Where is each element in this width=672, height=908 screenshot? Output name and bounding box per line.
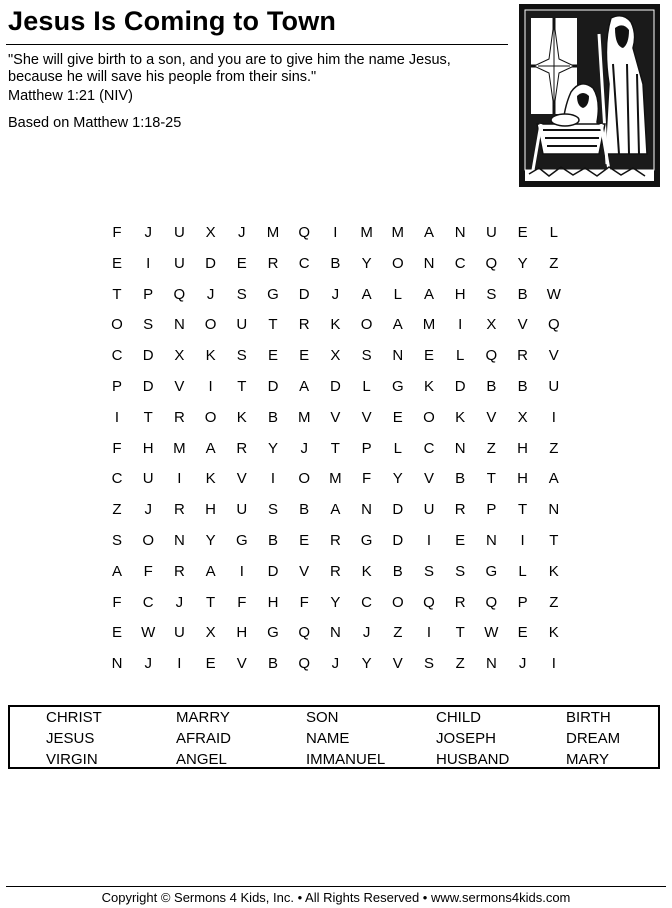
grid-letter: I (270, 470, 276, 488)
grid-letter: L (456, 347, 465, 365)
grid-letter: M (422, 316, 436, 334)
grid-letter: O (204, 408, 217, 426)
grid-letter: T (206, 593, 216, 611)
grid-letter: S (236, 285, 247, 303)
word-list-item: BIRTH (566, 709, 611, 726)
grid-letter: J (144, 501, 152, 519)
grid-letter: O (360, 316, 373, 334)
grid-letter: V (392, 655, 403, 673)
grid-letter: O (298, 470, 311, 488)
grid-letter: F (143, 562, 153, 580)
grid-letter: E (205, 655, 216, 673)
grid-letter: B (330, 254, 341, 272)
grid-letter: B (517, 285, 528, 303)
grid-letter: A (423, 224, 434, 241)
grid-letter: V (517, 316, 528, 334)
grid-letter: O (204, 316, 217, 334)
grid-letter: A (111, 562, 122, 580)
grid-letter: G (360, 532, 373, 549)
grid-letter: Y (267, 439, 278, 457)
grid-letter: F (362, 470, 372, 488)
grid-letter: P (111, 378, 122, 395)
grid-letter: K (236, 408, 247, 426)
grid-letter: K (361, 562, 372, 580)
grid-letter: U (142, 470, 154, 488)
grid-letter: I (520, 532, 525, 549)
grid-letter: K (548, 562, 559, 580)
word-list-item: AFRAID (176, 730, 232, 747)
grid-letter: Y (205, 532, 216, 549)
grid-letter: E (517, 224, 528, 241)
grid-letter: Q (423, 593, 435, 611)
grid-letter: S (486, 285, 497, 303)
grid-letter: T (112, 285, 122, 303)
grid-letter: J (300, 439, 308, 457)
grid-letter: W (141, 624, 156, 642)
grid-letter: T (330, 439, 340, 457)
grid-letter: K (205, 347, 216, 365)
grid-letter: D (142, 347, 154, 365)
grid-letter: B (455, 470, 466, 488)
grid-letter: B (486, 378, 497, 395)
grid-letter: G (485, 562, 498, 580)
grid-letter: U (173, 224, 185, 241)
grid-letter: N (548, 501, 560, 519)
grid-letter: O (111, 316, 123, 334)
grid-letter: E (423, 347, 434, 365)
word-list-item: MARY (566, 751, 610, 768)
grid-letter: N (111, 655, 123, 673)
grid-letter: D (329, 378, 341, 395)
grid-letter: F (112, 439, 122, 457)
grid-letter: I (239, 562, 244, 580)
grid-letter: M (391, 224, 405, 241)
grid-letter: J (175, 593, 184, 611)
word-search-grid (102, 224, 572, 684)
nativity-woodcut-icon (519, 4, 660, 187)
grid-letter: U (173, 254, 185, 272)
grid-letter: Z (455, 655, 465, 673)
grid-letter: X (517, 408, 528, 426)
grid-letter: E (392, 408, 403, 426)
grid-letter: C (142, 593, 154, 611)
grid-letter: R (454, 501, 466, 519)
verse-reference: Matthew 1:21 (NIV) (8, 88, 133, 104)
grid-letter: H (517, 439, 529, 457)
word-list-item: HUSBAND (436, 751, 510, 768)
grid-letter: M (173, 439, 186, 457)
grid-letter: K (423, 378, 434, 395)
word-list-item: NAME (306, 730, 350, 747)
grid-letter: X (486, 316, 497, 334)
title-divider (6, 44, 508, 45)
grid-letter: Q (547, 316, 560, 334)
grid-letter: E (455, 532, 466, 549)
grid-letter: Y (517, 254, 528, 272)
page-title: Jesus Is Coming to Town (8, 6, 337, 36)
grid-letter: L (393, 439, 402, 457)
grid-letter: N (329, 624, 341, 642)
word-list-item: VIRGIN (46, 751, 98, 768)
grid-letter: Z (112, 501, 122, 519)
grid-letter: I (177, 655, 182, 673)
grid-letter: Z (549, 254, 559, 272)
grid-letter: U (236, 316, 248, 334)
grid-letter: N (485, 655, 497, 673)
grid-letter: I (426, 532, 432, 549)
grid-letter: C (111, 347, 123, 365)
word-list-item: DREAM (566, 730, 621, 747)
grid-letter: Z (549, 439, 559, 457)
grid-letter: B (267, 532, 278, 549)
grid-letter: H (267, 593, 279, 611)
grid-letter: J (362, 624, 371, 642)
word-list-item: ANGEL (176, 751, 227, 768)
grid-letter: S (423, 655, 434, 673)
grid-letter: F (237, 593, 247, 611)
grid-letter: I (426, 624, 432, 642)
grid-letter: T (268, 316, 278, 334)
grid-letter: E (517, 624, 528, 642)
grid-letter: V (548, 347, 559, 365)
grid-letter: C (361, 593, 373, 611)
word-list-item: CHILD (436, 709, 482, 726)
word-list-item: JOSEPH (436, 730, 497, 747)
grid-letter: D (454, 378, 466, 395)
grid-letter: S (455, 562, 466, 580)
word-list-box (8, 705, 660, 769)
grid-letter: P (361, 439, 372, 457)
grid-letter: R (267, 254, 279, 272)
grid-letter: C (298, 254, 310, 272)
copyright-footer: Copyright © Sermons 4 Kids, Inc. • All Rights Reserved • www.sermons4kids.com (101, 890, 571, 905)
grid-letter: I (177, 470, 182, 488)
grid-letter: D (142, 378, 154, 395)
grid-letter: Z (549, 593, 559, 611)
grid-letter: Y (392, 470, 403, 488)
grid-letter: Q (298, 624, 311, 642)
grid-letter: V (486, 408, 497, 426)
grid-letter: U (173, 624, 185, 642)
grid-letter: A (548, 470, 559, 488)
grid-letter: Y (330, 593, 341, 611)
grid-letter: H (454, 285, 466, 303)
grid-letter: J (331, 285, 340, 303)
grid-letter: K (548, 624, 559, 642)
grid-letter: D (267, 562, 279, 580)
grid-letter: H (142, 439, 154, 457)
grid-letter: M (329, 470, 342, 488)
grid-letter: S (423, 562, 434, 580)
grid-letter: A (361, 285, 372, 303)
grid-letter: D (392, 501, 404, 519)
grid-letter: J (331, 655, 340, 673)
grid-letter: R (236, 439, 248, 457)
grid-letter: B (517, 378, 528, 395)
word-list-item: JESUS (46, 730, 95, 747)
grid-letter: L (362, 378, 371, 395)
grid-letter: W (546, 285, 561, 303)
grid-letter: I (551, 408, 556, 426)
grid-letter: Q (173, 285, 186, 303)
grid-letter: K (455, 408, 466, 426)
grid-letter: G (235, 532, 248, 549)
grid-letter: R (329, 562, 341, 580)
grid-letter: R (173, 501, 185, 519)
grid-letter: N (173, 316, 185, 334)
grid-letter: U (548, 378, 560, 395)
grid-letter: A (205, 562, 216, 580)
grid-letter: E (236, 254, 247, 272)
grid-letter: X (174, 347, 185, 365)
grid-letter: Z (486, 439, 496, 457)
grid-letter: Q (485, 347, 498, 365)
grid-letter: S (267, 501, 278, 519)
grid-letter: S (143, 316, 154, 334)
grid-letter: B (267, 408, 278, 426)
grid-letter: T (486, 470, 496, 488)
grid-letter: T (237, 378, 247, 395)
grid-letter: E (111, 254, 122, 272)
grid-letter: S (236, 347, 247, 365)
grid-letter: R (329, 532, 341, 549)
verse-quote: "She will give birth to a son, and you are to give him the name Jesus, because he will save his people from their sins." (8, 52, 451, 85)
grid-letter: I (333, 224, 338, 241)
grid-letter: E (111, 624, 122, 642)
grid-letter: B (267, 655, 278, 673)
grid-letter: P (486, 501, 497, 519)
grid-letter: R (517, 347, 529, 365)
grid-letter: I (146, 254, 151, 272)
grid-letter: C (454, 254, 466, 272)
grid-letter: R (454, 593, 466, 611)
grid-letter: D (298, 285, 310, 303)
word-list-item: MARRY (176, 709, 230, 726)
grid-letter: F (299, 593, 309, 611)
grid-letter: C (111, 470, 123, 488)
grid-letter: M (360, 224, 373, 241)
grid-letter: D (392, 532, 404, 549)
grid-letter: Q (485, 254, 498, 272)
grid-letter: T (455, 624, 465, 642)
grid-letter: R (298, 316, 310, 334)
grid-letter: R (173, 562, 185, 580)
grid-letter: C (423, 439, 435, 457)
grid-letter: I (114, 408, 120, 426)
grid-letter: H (517, 470, 529, 488)
grid-letter: I (551, 655, 556, 673)
grid-letter: K (330, 316, 341, 334)
grid-letter: F (112, 593, 122, 611)
grid-letter: O (391, 593, 404, 611)
grid-letter: V (236, 470, 247, 488)
grid-letter: V (299, 562, 310, 580)
grid-letter: Z (393, 624, 403, 642)
grid-letter: N (423, 254, 435, 272)
grid-letter: S (111, 532, 122, 549)
word-list-item: IMMANUEL (306, 751, 386, 768)
word-list-item: SON (306, 709, 339, 726)
grid-letter: H (236, 624, 248, 642)
grid-letter: V (423, 470, 434, 488)
grid-letter: S (361, 347, 372, 365)
footer-divider (6, 886, 666, 887)
grid-letter: U (423, 501, 435, 519)
grid-letter: X (205, 224, 216, 241)
grid-letter: E (299, 347, 310, 365)
grid-letter: Y (361, 254, 372, 272)
grid-letter: J (206, 285, 215, 303)
grid-letter: Q (298, 224, 311, 241)
grid-letter: O (142, 532, 155, 549)
grid-letter: V (236, 655, 247, 673)
grid-letter: W (484, 624, 499, 642)
grid-letter: T (518, 501, 528, 519)
grid-letter: B (392, 562, 403, 580)
grid-letter: E (267, 347, 278, 365)
word-list-item: CHRIST (46, 709, 102, 726)
grid-letter: T (143, 408, 153, 426)
grid-letter: P (517, 593, 528, 611)
grid-letter: B (299, 501, 310, 519)
grid-letter: A (423, 285, 434, 303)
grid-letter: G (391, 378, 404, 395)
grid-letter: V (330, 408, 341, 426)
grid-letter: M (297, 408, 311, 426)
grid-letter: G (267, 285, 279, 303)
grid-letter: D (267, 378, 279, 395)
grid-letter: N (454, 224, 466, 241)
grid-letter: K (205, 470, 216, 488)
grid-letter: U (485, 224, 497, 241)
grid-letter: Q (298, 655, 311, 673)
grid-letter: V (361, 408, 372, 426)
grid-letter: T (549, 532, 559, 549)
grid-letter: J (144, 655, 152, 673)
grid-letter: M (266, 224, 280, 241)
grid-letter: V (174, 378, 185, 395)
grid-letter: F (112, 224, 122, 241)
grid-letter: N (173, 532, 185, 549)
grid-letter: N (485, 532, 497, 549)
grid-letter: N (454, 439, 466, 457)
grid-letter: L (518, 562, 527, 580)
grid-letter: A (330, 501, 341, 519)
grid-letter: X (205, 624, 216, 642)
grid-letter: O (391, 254, 404, 272)
grid-letter: P (143, 285, 154, 303)
grid-letter: A (299, 378, 310, 395)
grid-letter: D (205, 254, 217, 272)
grid-letter: J (144, 224, 152, 241)
grid-letter: J (518, 655, 527, 673)
grid-letter: R (173, 408, 185, 426)
grid-letter: I (458, 316, 463, 334)
grid-letter: G (267, 624, 279, 642)
grid-letter: Y (361, 655, 372, 673)
grid-letter: I (208, 378, 213, 395)
grid-letter: N (392, 347, 404, 365)
grid-letter: L (393, 285, 402, 303)
based-on-text: Based on Matthew 1:18-25 (8, 115, 182, 131)
grid-letter: X (330, 347, 341, 365)
grid-letter: N (361, 501, 373, 519)
grid-letter: Q (485, 593, 498, 611)
grid-letter: U (236, 501, 248, 519)
grid-letter: L (549, 224, 558, 241)
grid-letter: A (205, 439, 216, 457)
grid-letter: A (392, 316, 403, 334)
grid-letter: E (299, 532, 310, 549)
grid-letter: O (423, 408, 435, 426)
grid-letter: H (205, 501, 217, 519)
grid-letter: J (238, 224, 246, 241)
